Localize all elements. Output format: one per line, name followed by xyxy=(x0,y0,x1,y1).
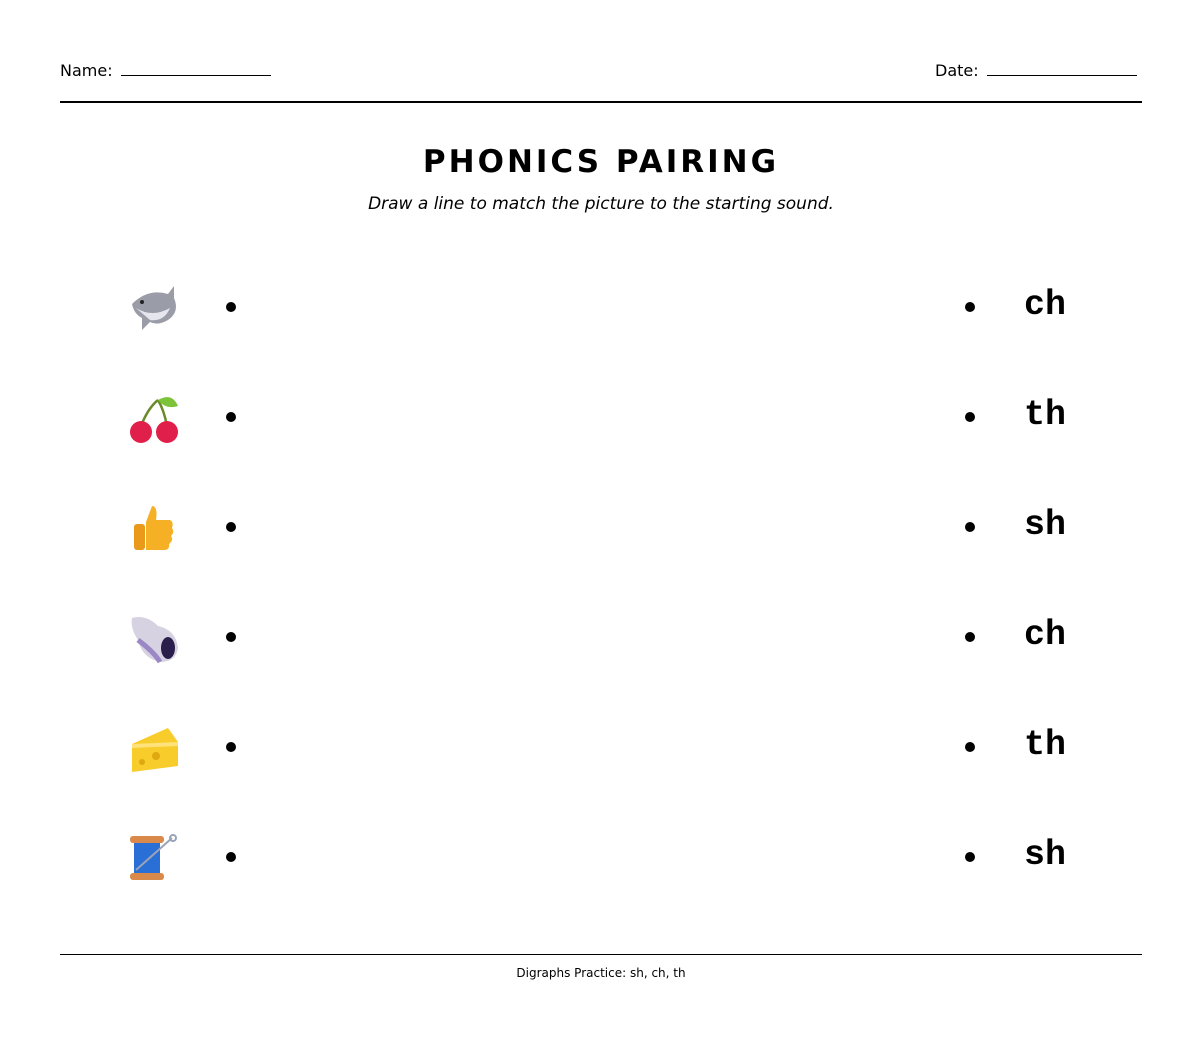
sound-label: ch xyxy=(1024,615,1067,655)
right-dot[interactable] xyxy=(965,852,975,862)
right-dot[interactable] xyxy=(965,302,975,312)
thread-spool-icon xyxy=(128,832,180,884)
name-blank[interactable] xyxy=(121,61,271,76)
shell-icon xyxy=(128,612,180,664)
left-dot[interactable] xyxy=(226,522,236,532)
footer-divider xyxy=(60,954,1142,955)
name-label: Name: xyxy=(60,61,113,80)
footer-text: Digraphs Practice: sh, ch, th xyxy=(516,966,686,980)
sound-label: sh xyxy=(1024,505,1067,545)
thumbs-up-icon xyxy=(128,502,180,554)
match-row xyxy=(0,387,1202,447)
match-row xyxy=(0,497,1202,557)
date-label: Date: xyxy=(935,61,979,80)
match-row xyxy=(0,827,1202,887)
page-title: PHONICS PAIRING xyxy=(422,144,780,180)
shark-icon xyxy=(128,282,180,334)
instructions: Draw a line to match the picture to the starting sound. xyxy=(368,194,834,214)
cherries-icon xyxy=(128,392,180,444)
left-dot[interactable] xyxy=(226,632,236,642)
match-row xyxy=(0,277,1202,337)
right-dot[interactable] xyxy=(965,412,975,422)
sound-label: ch xyxy=(1024,285,1067,325)
cheese-icon xyxy=(128,722,180,774)
right-dot[interactable] xyxy=(965,522,975,532)
match-row xyxy=(0,717,1202,777)
name-field[interactable] xyxy=(60,61,271,80)
left-dot[interactable] xyxy=(226,852,236,862)
match-row xyxy=(0,607,1202,667)
header-divider xyxy=(60,101,1142,103)
left-dot[interactable] xyxy=(226,742,236,752)
sound-label: th xyxy=(1024,725,1067,765)
date-field[interactable] xyxy=(935,61,1137,80)
sound-label: th xyxy=(1024,395,1067,435)
sound-label: sh xyxy=(1024,835,1067,875)
left-dot[interactable] xyxy=(226,302,236,312)
right-dot[interactable] xyxy=(965,742,975,752)
date-blank[interactable] xyxy=(987,61,1137,76)
right-dot[interactable] xyxy=(965,632,975,642)
left-dot[interactable] xyxy=(226,412,236,422)
